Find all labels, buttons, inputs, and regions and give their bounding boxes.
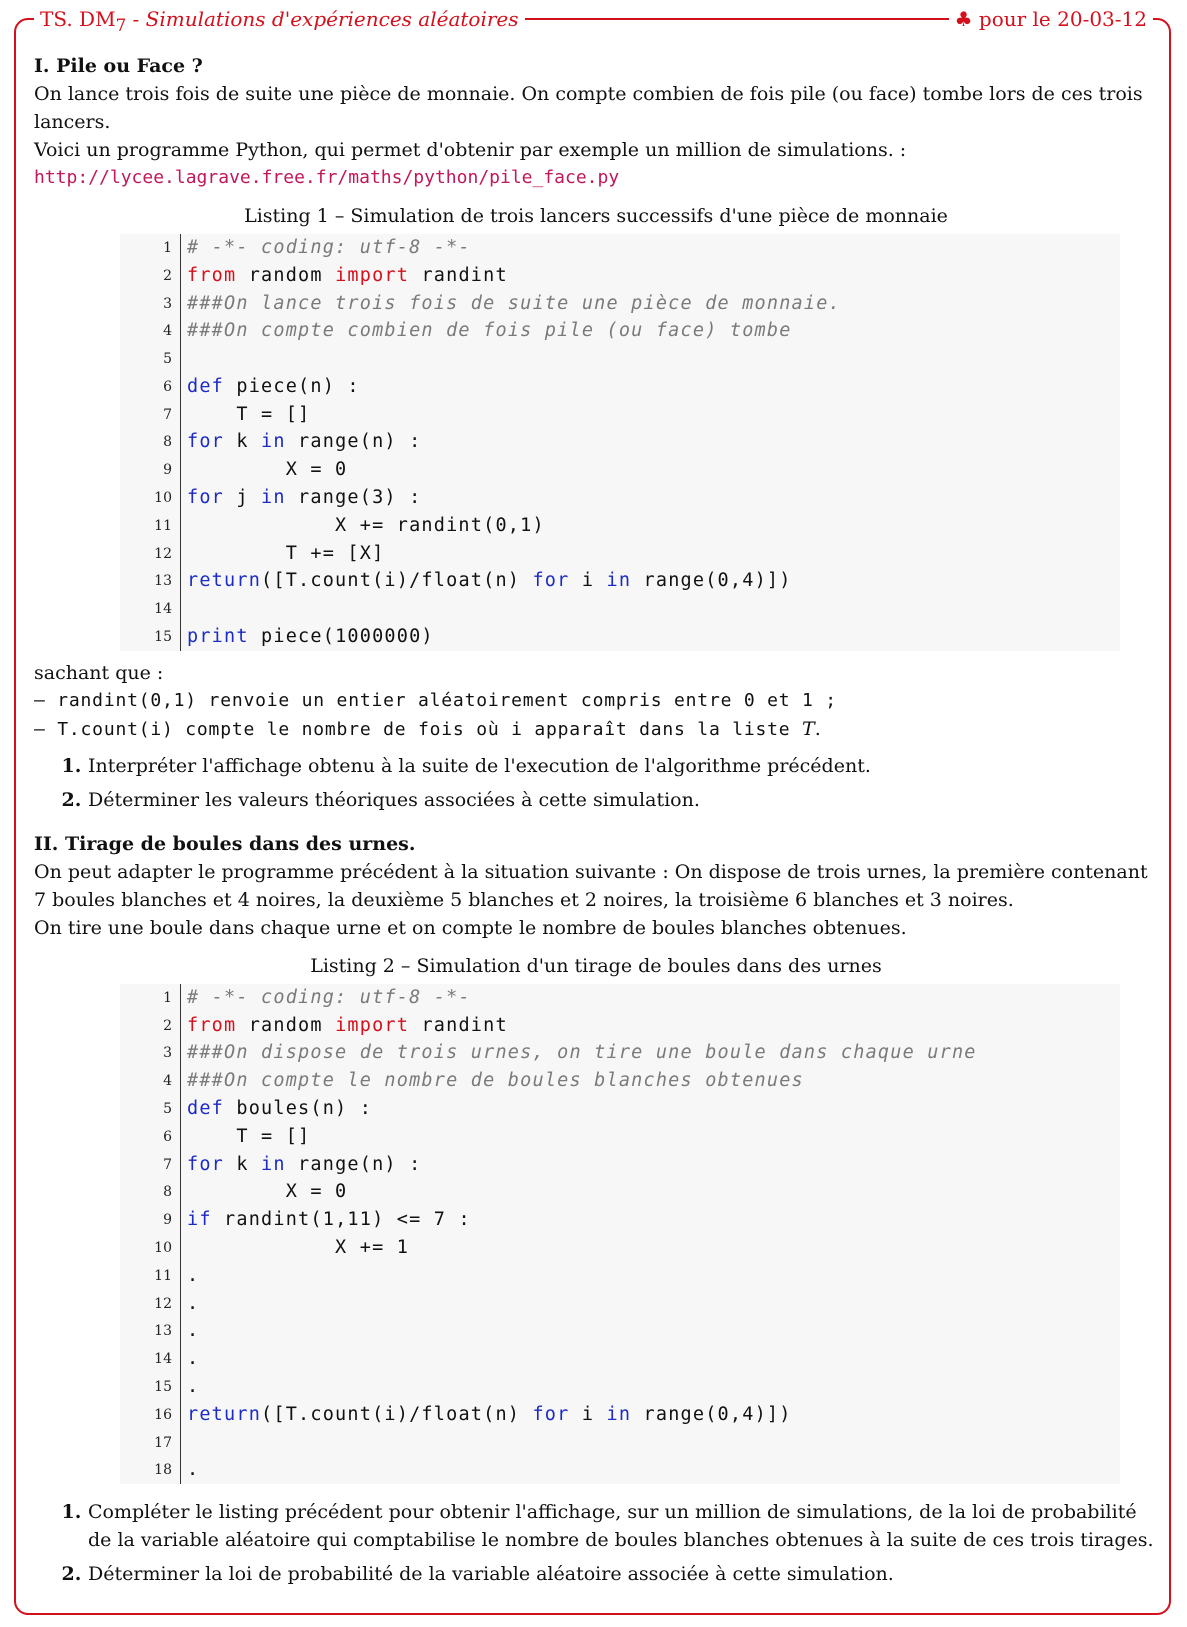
code-line bbox=[120, 595, 1120, 623]
code-text: for j in range(3) : bbox=[180, 484, 1120, 512]
code-line bbox=[120, 1290, 1120, 1318]
line-number: 8 bbox=[163, 434, 172, 451]
code-text: print piece(1000000) bbox=[180, 623, 1120, 651]
line-number: 6 bbox=[163, 378, 172, 395]
code-line bbox=[120, 512, 1120, 540]
section1-intro1: On lance trois fois de suite une pièce de monnaie. On compte combien de fois pile (ou face) tombe lors de ces trois lancers. bbox=[34, 83, 1143, 133]
section2-title: II. Tirage de boules dans des urnes. bbox=[34, 832, 416, 855]
code-line bbox=[120, 568, 1120, 596]
line-number: 3 bbox=[163, 295, 172, 312]
line-number: 5 bbox=[163, 351, 172, 368]
code-text: T = [] bbox=[180, 401, 1120, 429]
code-text: . bbox=[180, 1345, 1120, 1373]
listing1-code-block bbox=[120, 234, 1120, 651]
code-text: from random import randint bbox=[180, 1012, 1120, 1040]
code-line bbox=[120, 1012, 1120, 1040]
code-line bbox=[120, 401, 1120, 429]
line-number: 2 bbox=[163, 1017, 172, 1034]
code-text: . bbox=[180, 1262, 1120, 1290]
code-line bbox=[120, 1429, 1120, 1457]
line-number: 6 bbox=[163, 1128, 172, 1145]
section2-intro1: On peut adapter le programme précédent à la situation suivante : On dispose de trois urnes, la première contenant 7 boules blanches et 4 noires, la deuxième 5 blanches et 2 noires, la troisième 6 blanches et 3 noires. bbox=[34, 860, 1148, 911]
code-line bbox=[120, 1067, 1120, 1095]
line-number: 5 bbox=[163, 1101, 172, 1118]
code-line bbox=[120, 317, 1120, 345]
line-number: 4 bbox=[163, 1073, 172, 1090]
listing1-caption: Listing 1 – Simulation de trois lancers successifs d'une pièce de monnaie bbox=[244, 205, 948, 227]
line-number: 1 bbox=[163, 989, 172, 1006]
code-text: X = 0 bbox=[180, 1179, 1120, 1207]
code-text: for k in range(n) : bbox=[180, 429, 1120, 457]
code-text: T += [X] bbox=[180, 540, 1120, 568]
code-line bbox=[120, 1262, 1120, 1290]
section1-questions bbox=[34, 752, 1158, 814]
line-number: 17 bbox=[154, 1434, 172, 1451]
code-line bbox=[120, 484, 1120, 512]
listing2-caption: Listing 2 – Simulation d'un tirage de boules dans des urnes bbox=[310, 954, 882, 977]
note-count-end: . bbox=[814, 717, 821, 740]
note-count bbox=[34, 715, 1158, 744]
note-count-var: T bbox=[802, 717, 815, 740]
section2-intro2: On tire une boule dans chaque urne et on compte le nombre de boules blanches obtenues. bbox=[34, 916, 907, 939]
line-number: 7 bbox=[163, 406, 172, 423]
header-separator: - bbox=[126, 7, 146, 31]
code-line bbox=[120, 540, 1120, 568]
line-number: 1 bbox=[163, 239, 172, 256]
code-line bbox=[120, 1373, 1120, 1401]
line-number: 4 bbox=[163, 323, 172, 340]
code-line bbox=[120, 984, 1120, 1012]
section1-question-2: 2. Déterminer les valeurs théoriques associées à cette simulation. bbox=[88, 786, 1158, 814]
code-text: from random import randint bbox=[180, 262, 1120, 290]
code-text: def boules(n) : bbox=[180, 1095, 1120, 1123]
code-line bbox=[120, 456, 1120, 484]
code-text: X = 0 bbox=[180, 456, 1120, 484]
header-left bbox=[34, 4, 525, 34]
line-number: 9 bbox=[163, 462, 172, 479]
code-text: . bbox=[180, 1290, 1120, 1318]
code-line bbox=[120, 1318, 1120, 1346]
code-text: X += 1 bbox=[180, 1234, 1120, 1262]
code-text: ###On compte le nombre de boules blanches obtenues bbox=[180, 1067, 1120, 1095]
code-text: ###On lance trois fois de suite une pièce de monnaie. bbox=[180, 290, 1120, 318]
section1-title: I. Pile ou Face ? bbox=[34, 55, 203, 77]
code-text: . bbox=[180, 1318, 1120, 1346]
code-text: # -*- coding: utf-8 -*- bbox=[180, 984, 1120, 1012]
code-text: def piece(n) : bbox=[180, 373, 1120, 401]
code-text: if randint(1,11) <= 7 : bbox=[180, 1206, 1120, 1234]
line-number: 15 bbox=[154, 629, 172, 646]
note-count-text: – T.count(i) compte le nombre de fois où i apparaît dans la liste bbox=[34, 718, 803, 740]
code-line bbox=[120, 429, 1120, 457]
line-number: 14 bbox=[154, 1351, 172, 1368]
section1-question-1: 1. Interpréter l'affichage obtenu à la suite de l'execution de l'algorithme précédent. bbox=[88, 752, 1158, 780]
line-number: 13 bbox=[154, 1323, 172, 1340]
code-line bbox=[120, 1151, 1120, 1179]
code-line bbox=[120, 1040, 1120, 1068]
line-number: 18 bbox=[154, 1462, 172, 1479]
code-line bbox=[120, 234, 1120, 262]
code-text: ###On compte combien de fois pile (ou face) tombe bbox=[180, 317, 1120, 345]
line-number: 14 bbox=[154, 601, 172, 618]
line-number: 12 bbox=[154, 545, 172, 562]
header-right bbox=[949, 4, 1153, 34]
code-text: return ([T.count(i)/float(n) for i in range(0,4)]) bbox=[180, 1401, 1120, 1429]
program-link[interactable]: http://lycee.lagrave.free.fr/maths/python/pile_face.py bbox=[34, 167, 620, 188]
note-randint: – randint(0,1) renvoie un entier aléatoirement compris entre 0 et 1 ; bbox=[34, 689, 837, 711]
code-line bbox=[120, 1095, 1120, 1123]
line-number: 10 bbox=[154, 490, 172, 507]
line-number: 11 bbox=[154, 517, 172, 534]
section2-question-1: 1. Compléter le listing précédent pour obtenir l'affichage, sur un million de simulations, de la loi de probabilité de la variable aléatoire qui comptabilise le nombre de boules blanches obtenues à la suite de ces trois tirages. bbox=[88, 1498, 1158, 1554]
code-text: . bbox=[180, 1457, 1120, 1485]
code-line bbox=[120, 1401, 1120, 1429]
line-number: 11 bbox=[154, 1267, 172, 1284]
section1-after: sachant que : bbox=[34, 661, 164, 684]
code-line bbox=[120, 1345, 1120, 1373]
line-number: 10 bbox=[154, 1240, 172, 1257]
code-line bbox=[120, 1457, 1120, 1485]
line-number: 15 bbox=[154, 1379, 172, 1396]
line-number: 2 bbox=[163, 267, 172, 284]
section2-questions bbox=[34, 1498, 1158, 1588]
code-line bbox=[120, 345, 1120, 373]
section1-intro2: Voici un programme Python, qui permet d'obtenir par exemple un million de simulations. : bbox=[34, 139, 907, 161]
code-text: return ([T.count(i)/float(n) for i in range(0,4)]) bbox=[180, 568, 1120, 596]
code-text bbox=[180, 1429, 1120, 1457]
club-suit-icon: ♣ bbox=[954, 7, 973, 31]
line-number: 12 bbox=[154, 1295, 172, 1312]
code-line bbox=[120, 1179, 1120, 1207]
code-text bbox=[180, 345, 1120, 373]
code-text: for k in range(n) : bbox=[180, 1151, 1120, 1179]
line-number: 3 bbox=[163, 1045, 172, 1062]
code-text: ###On dispose de trois urnes, on tire une boule dans chaque urne bbox=[180, 1040, 1120, 1068]
line-number: 7 bbox=[163, 1156, 172, 1173]
header-course-number: 7 bbox=[115, 16, 127, 35]
code-text bbox=[180, 595, 1120, 623]
line-number: 8 bbox=[163, 1184, 172, 1201]
line-number: 16 bbox=[154, 1406, 172, 1423]
line-number: 13 bbox=[154, 573, 172, 590]
code-line bbox=[120, 262, 1120, 290]
code-text: # -*- coding: utf-8 -*- bbox=[180, 234, 1120, 262]
code-line bbox=[120, 623, 1120, 651]
code-text: . bbox=[180, 1373, 1120, 1401]
listing2-code-block bbox=[120, 984, 1120, 1484]
code-line bbox=[120, 290, 1120, 318]
header-course: TS. DM bbox=[40, 7, 116, 31]
code-line bbox=[120, 1234, 1120, 1262]
code-line bbox=[120, 373, 1120, 401]
code-text: X += randint(0,1) bbox=[180, 512, 1120, 540]
code-text: T = [] bbox=[180, 1123, 1120, 1151]
document-body bbox=[34, 52, 1158, 1594]
section2-question-2: 2. Déterminer la loi de probabilité de la variable aléatoire associée à cette simulation. bbox=[88, 1560, 1158, 1588]
code-line bbox=[120, 1123, 1120, 1151]
code-line bbox=[120, 1206, 1120, 1234]
header-due-date: pour le 20-03-12 bbox=[978, 7, 1147, 31]
line-number: 9 bbox=[163, 1212, 172, 1229]
header-title: Simulations d'expériences aléatoires bbox=[145, 7, 519, 31]
